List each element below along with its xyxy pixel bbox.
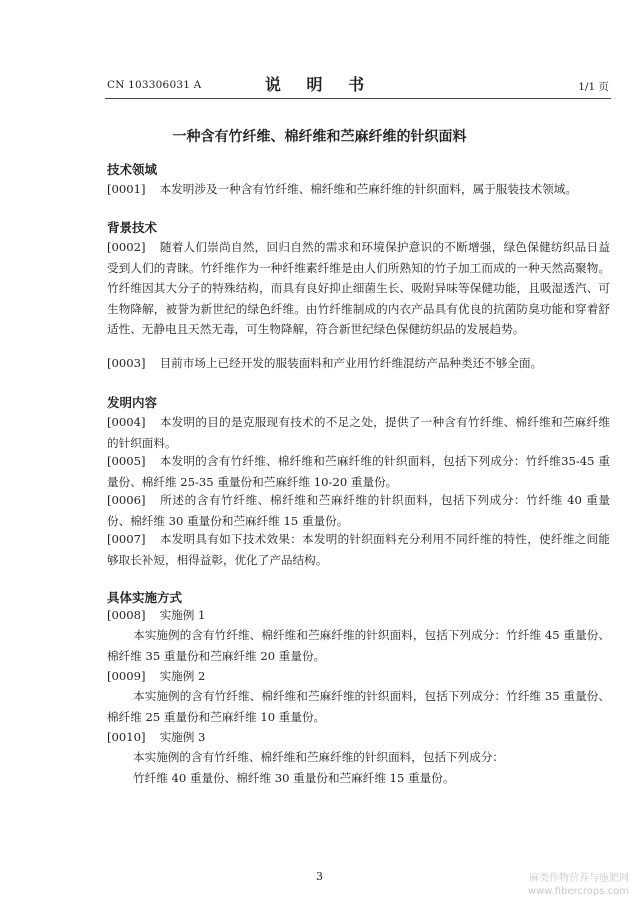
section-background: 背景技术 [107, 220, 158, 235]
document-type: 说 明 书 [264, 75, 375, 94]
paragraph-0008-body [107, 625, 610, 666]
example-heading: 实施例 1 [159, 608, 206, 622]
paragraph-0005 [107, 451, 610, 492]
paragraph-0003 [107, 353, 610, 374]
paragraph-0002 [107, 237, 610, 340]
paragraph-text: 本实施例的含有竹纤维、棉纤维和苎麻纤维的针织面料，包括下列成分：竹纤维 35 重量份、棉纤维 25 重量份和苎麻纤维 10 重量份。 [107, 689, 610, 724]
paragraph-text: 本实施例的含有竹纤维、棉纤维和苎麻纤维的针织面料，包括下列成分：竹纤维 45 重量份、棉纤维 35 重量份和苎麻纤维 20 重量份。 [107, 628, 610, 663]
paragraph-0007 [107, 529, 610, 570]
paragraph-0010 [107, 727, 610, 748]
paragraph-number: [0003] [107, 356, 146, 370]
paragraph-number: [0010] [107, 730, 146, 744]
watermark [528, 872, 629, 898]
paragraph-0001 [107, 179, 610, 200]
header-rule [105, 98, 611, 99]
section-embodiment: 具体实施方式 [107, 590, 183, 605]
example-heading: 实施例 2 [159, 669, 206, 683]
paragraph-0009 [107, 666, 610, 687]
paragraph-0008 [107, 605, 610, 626]
example-heading: 实施例 3 [159, 730, 206, 744]
page-number: 3 [316, 870, 323, 883]
paragraph-number: [0008] [107, 608, 146, 622]
paragraph-text: 所述的含有竹纤维、棉纤维和苎麻纤维的针织面料，包括下列成分：竹纤维 40 重量份、棉纤维 30 重量份和苎麻纤维 15 重量份。 [107, 493, 610, 528]
paragraph-text: 本发明的目的是克服现有技术的不足之处，提供了一种含有竹纤维、棉纤维和苎麻纤维的针织面料。 [107, 415, 610, 450]
paragraph-text: 本发明具有如下技术效果：本发明的针织面料充分利用不同纤维的特性，使纤维之间能够取长补短，相得益彰，优化了产品结构。 [107, 532, 610, 567]
paragraph-text: 本实施例的含有竹纤维、棉纤维和苎麻纤维的针织面料，包括下列成分： [133, 750, 505, 764]
watermark-text: 麻类作物营养与施肥网 [529, 873, 629, 884]
paragraph-number: [0002] [107, 240, 146, 254]
section-tech-field: 技术领域 [107, 162, 158, 177]
page-label: 1/1 页 [578, 81, 609, 93]
patent-number: CN 103306031 A [107, 79, 202, 91]
paragraph-number: [0005] [107, 454, 146, 468]
paragraph-0009-body [107, 686, 610, 727]
paragraph-0006 [107, 490, 610, 531]
document-title: 一种含有竹纤维、棉纤维和苎麻纤维的针织面料 [172, 129, 467, 145]
paragraph-number: [0007] [107, 532, 146, 546]
paragraph-0004 [107, 412, 610, 453]
section-invention: 发明内容 [107, 395, 158, 410]
paragraph-text: 目前市场上已经开发的服装面料和产业用竹纤维混纺产品种类还不够全面。 [159, 356, 543, 370]
paragraph-number: [0006] [107, 493, 146, 507]
watermark-url: www.fibercrops.com [527, 886, 629, 897]
paragraph-text: 竹纤维 40 重量份、棉纤维 30 重量份和苎麻纤维 15 重量份。 [133, 770, 455, 785]
paragraph-text: 随着人们崇尚自然，回归自然的需求和环境保护意识的不断增强，绿色保健纺织品日益受到人们的青睐。竹纤维作为一种纤维素纤维是由人们所熟知的竹子加工而成的一种天然高聚物。竹纤维因其大分子的特殊结构，而具有良好抑止细菌生长、吸附异味等保健功能，且吸湿透汽、可生物降解，被誉为新世纪的绿色纤维。由竹纤维制成的内衣产品具有优良的抗菌防臭功能和穿着舒适性、无静电且天然无毒，可生物降解，符合新世纪绿色保健纺织品的发展趋势。 [107, 240, 610, 336]
paragraph-text: 本发明的含有竹纤维、棉纤维和苎麻纤维的针织面料，包括下列成分：竹纤维35-45 重量份、棉纤维 25-35 重量份和苎麻纤维 10-20 重量份。 [107, 454, 610, 489]
paragraph-number: [0004] [107, 415, 146, 429]
paragraph-number: [0001] [107, 182, 146, 196]
paragraph-0010-body [107, 747, 610, 788]
paragraph-text: 本发明涉及一种含有竹纤维、棉纤维和苎麻纤维的针织面料，属于服装技术领域。 [159, 182, 577, 196]
paragraph-number: [0009] [107, 669, 146, 683]
